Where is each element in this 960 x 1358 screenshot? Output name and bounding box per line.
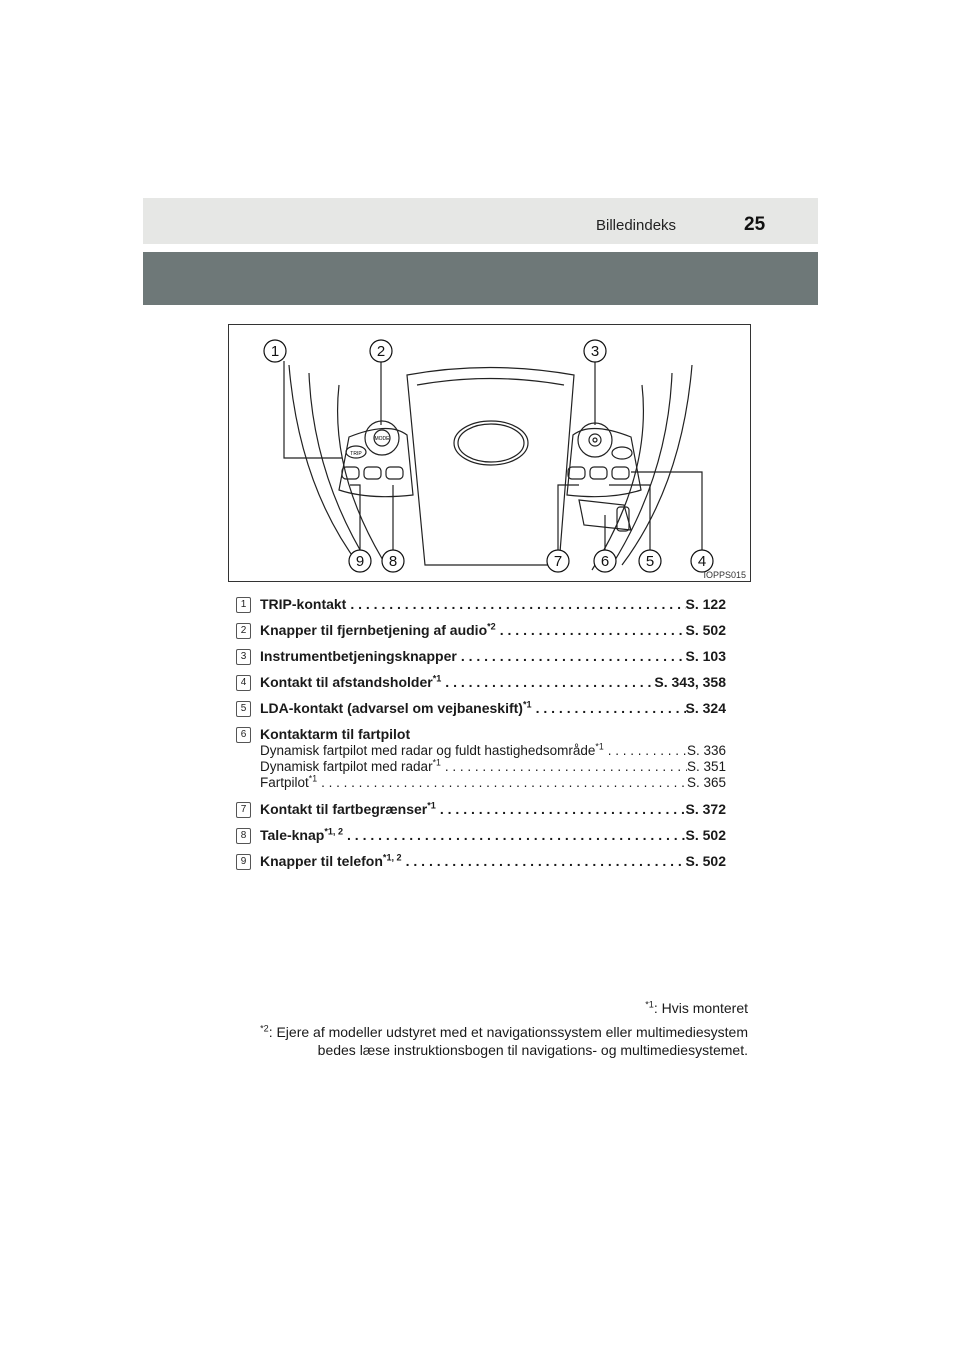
- page-reference[interactable]: S. 103: [685, 648, 726, 664]
- item-label: Knapper til fjernbetjening af audio: [260, 622, 488, 638]
- callout-label-1: 1: [270, 343, 280, 360]
- footnote-ref: *1: [308, 775, 318, 784]
- item-label: Kontaktarm til fartpilot: [260, 726, 411, 742]
- mode-button-label: MODE: [374, 436, 390, 442]
- page-reference[interactable]: S. 365: [686, 775, 726, 790]
- section-title: Billedindeks: [596, 217, 677, 234]
- footnote-ref: *1: [427, 801, 436, 811]
- footnote-2-continuation: bedes læse instruktionsbogen til navigations- og multimediesystemet.: [317, 1042, 748, 1058]
- footnote-ref: *1, 2: [382, 853, 402, 863]
- page-number: 25: [744, 214, 766, 235]
- footnote-ref: *1: [595, 743, 604, 752]
- footnote-mark: *2: [260, 1023, 269, 1034]
- item-number: 5: [236, 701, 251, 717]
- footnote-ref: *2: [487, 622, 496, 632]
- callout-label-4: 4: [697, 553, 707, 570]
- item-label: Kontakt til afstandsholder: [260, 674, 433, 690]
- page-reference[interactable]: S. 502: [685, 827, 726, 843]
- steering-wheel-illustration: [229, 325, 752, 583]
- subitem-label: Dynamisk fartpilot med radar og fuldt hastighedsområde: [260, 743, 596, 758]
- subitem-label: Fartpilot: [260, 775, 309, 790]
- page-reference[interactable]: S. 502: [685, 622, 726, 638]
- item-number: 1: [236, 597, 251, 613]
- footnote-ref: *1, 2: [324, 827, 344, 837]
- item-number: 7: [236, 802, 251, 818]
- footnote-text: : Ejere af modeller udstyret med et navigationssystem eller multimediesystem: [268, 1024, 748, 1040]
- item-label: LDA-kontakt (advarsel om vejbaneskift): [260, 700, 523, 716]
- page-reference[interactable]: S. 502: [685, 853, 726, 869]
- item-label: Kontakt til fartbegrænser: [260, 801, 428, 817]
- page-reference[interactable]: S. 343, 358: [654, 674, 726, 690]
- page-reference[interactable]: S. 324: [685, 700, 726, 716]
- list-item: [236, 726, 726, 796]
- item-number: 2: [236, 623, 251, 639]
- figure-code: IOPPS015: [703, 570, 746, 580]
- page-reference[interactable]: S. 372: [685, 801, 726, 817]
- callout-label-3: 3: [590, 343, 600, 360]
- section-banner: [143, 252, 818, 305]
- item-number: 6: [236, 727, 251, 743]
- item-label: Tale-knap: [260, 827, 325, 843]
- footnote-ref: *1: [522, 700, 532, 710]
- steering-wheel-figure: [228, 324, 751, 582]
- footnote-mark: *1: [645, 999, 654, 1010]
- footnote-ref: *1: [432, 759, 441, 768]
- item-number: 3: [236, 649, 251, 665]
- header-band: [143, 198, 818, 244]
- callout-label-6: 6: [600, 553, 610, 570]
- callout-label-2: 2: [376, 343, 386, 360]
- callout-label-8: 8: [388, 553, 398, 570]
- item-label: Instrumentbetjeningsknapper: [260, 648, 457, 664]
- item-label: TRIP-kontakt: [260, 596, 347, 612]
- footnote-text: : Hvis monteret: [653, 1000, 748, 1016]
- callout-label-5: 5: [645, 553, 655, 570]
- item-number: 8: [236, 828, 251, 844]
- page-reference[interactable]: S. 351: [686, 759, 726, 774]
- footnote-ref: *1: [432, 674, 442, 684]
- page-reference[interactable]: S. 122: [685, 596, 726, 612]
- callout-label-7: 7: [553, 553, 563, 570]
- subitem-label: Dynamisk fartpilot med radar: [260, 759, 433, 774]
- callout-label-9: 9: [355, 553, 365, 570]
- page-reference[interactable]: S. 336: [686, 743, 726, 758]
- item-label: Knapper til telefon: [260, 853, 383, 869]
- footnote-1: [645, 1000, 748, 1016]
- trip-button-label: TRIP: [350, 451, 362, 457]
- footnote-2: [260, 1024, 748, 1040]
- item-number: 4: [236, 675, 251, 691]
- item-number: 9: [236, 854, 251, 870]
